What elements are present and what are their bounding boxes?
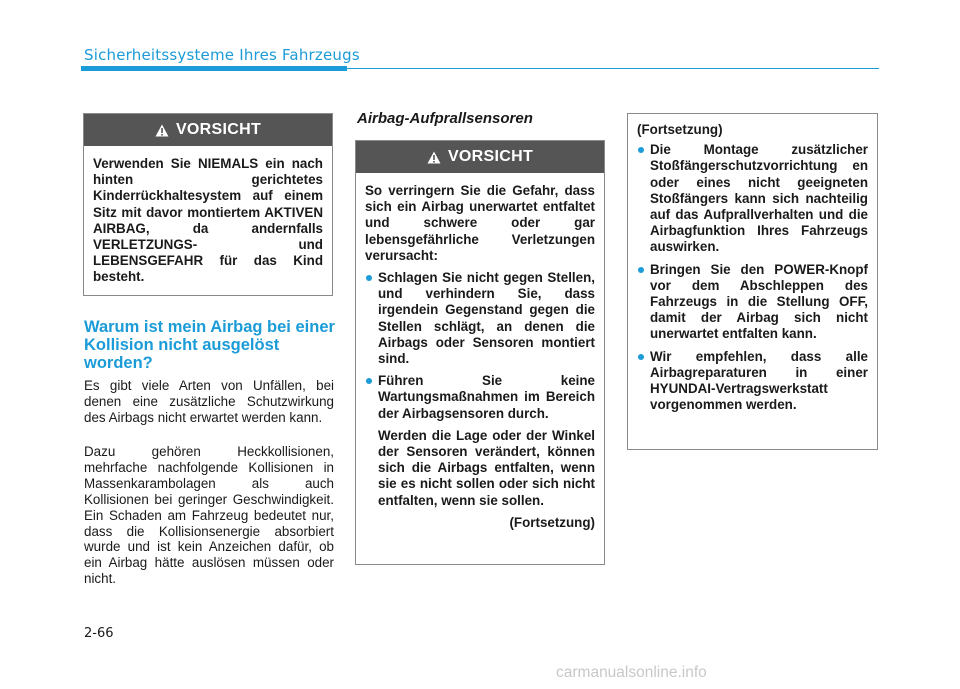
section-heading: Warum ist mein Airbag bei einer Kollision nicht ausgelöst worden? [84, 318, 335, 372]
caution-header [84, 114, 332, 146]
caution-body [628, 114, 877, 423]
caution-box-child-seat [83, 113, 333, 296]
caution-box-continued [627, 113, 878, 450]
body-paragraph: Dazu gehören Heckkollisionen, mehrfache nachfolgende Kollisionen in Massenkarambolagen als auch Kollisionen bei geringer Geschwindigkeit. Ein Schaden am Fahrzeug bedeutet nur, dass die Kollisionsenergie absorbiert wurde und ist kein Anzeichen dafür, ob ein Airbag hätte auslösen müssen oder nicht. [84, 444, 334, 587]
caution-title: VORSICHT [175, 121, 262, 138]
caution-bullet-list [365, 270, 595, 422]
caution-box-sensors [355, 140, 605, 565]
bullet-item: Bringen Sie den POWER-Knopf vor dem Abschleppen des Fahrzeugs in die Stellung OFF, damit der Airbag sich nicht unerwartet entfalten kann. [637, 262, 868, 343]
page-number: 2-66 [84, 626, 114, 641]
watermark: carmanualsonline.info [556, 664, 707, 681]
caution-intro: So verringern Sie die Gefahr, dass sich ein Airbag unerwartet entfaltet und schwere oder gar lebensgefährliche Verletzungen verursacht: [365, 183, 595, 263]
bullet-continuation: Werden die Lage oder der Winkel der Sensoren verändert, können sich die Airbags entfalten, wenn sie es nicht sollen oder sich nicht entfalten, wenn sie sollen. [378, 427, 595, 508]
header-accent-bar [81, 66, 347, 71]
caution-bullet-list [637, 142, 868, 413]
caution-text: Verwenden Sie NIEMALS ein nach hinten gerichtetes Kinderrückhaltesystem auf einem Sitz mit davor montiertem AKTIVEN AIRBAG, da andernfalls VERLETZUNGS- und LEBENSGEFAHR für das Kind besteht. [93, 156, 323, 285]
sensors-heading: Airbag-Aufprallsensoren [357, 110, 533, 127]
warning-triangle-icon [155, 124, 169, 137]
bullet-item: Die Montage zusätzlicher Stoßfängerschutzvorrichtung en oder eines nicht geeigneten Stoßfängers kann sich nachteilig auf das Aufprallverhalten und die Airbagfunktion Ihres Fahrzeugs auswirken. [637, 142, 868, 255]
bullet-item: Wir empfehlen, dass alle Airbagreparaturen in einer HYUNDAI-Vertragswerkstatt vorgenommen werden. [637, 349, 868, 414]
bullet-item: Schlagen Sie nicht gegen Stellen, und verhindern Sie, dass irgendein Gegenstand gegen die Stellen schlägt, an denen die Airbags oder Sensoren montiert sind. [365, 270, 595, 367]
caution-body [84, 146, 332, 296]
continued-note: (Fortsetzung) [509, 514, 595, 530]
header-rule [347, 68, 879, 69]
continued-label: (Fortsetzung) [637, 122, 723, 137]
caution-header [356, 141, 604, 173]
warning-triangle-icon [427, 151, 441, 164]
body-paragraph: Es gibt viele Arten von Unfällen, bei denen eine zusätzliche Schutzwirkung des Airbags nicht erwartet werden kann. [84, 378, 334, 425]
caution-body [356, 173, 604, 541]
section-title: Sicherheitssysteme Ihres Fahrzeugs [84, 46, 360, 64]
caution-title: VORSICHT [447, 148, 534, 165]
bullet-item: Führen Sie keine Wartungsmaßnahmen im Bereich der Airbagsensoren durch. [365, 373, 595, 422]
